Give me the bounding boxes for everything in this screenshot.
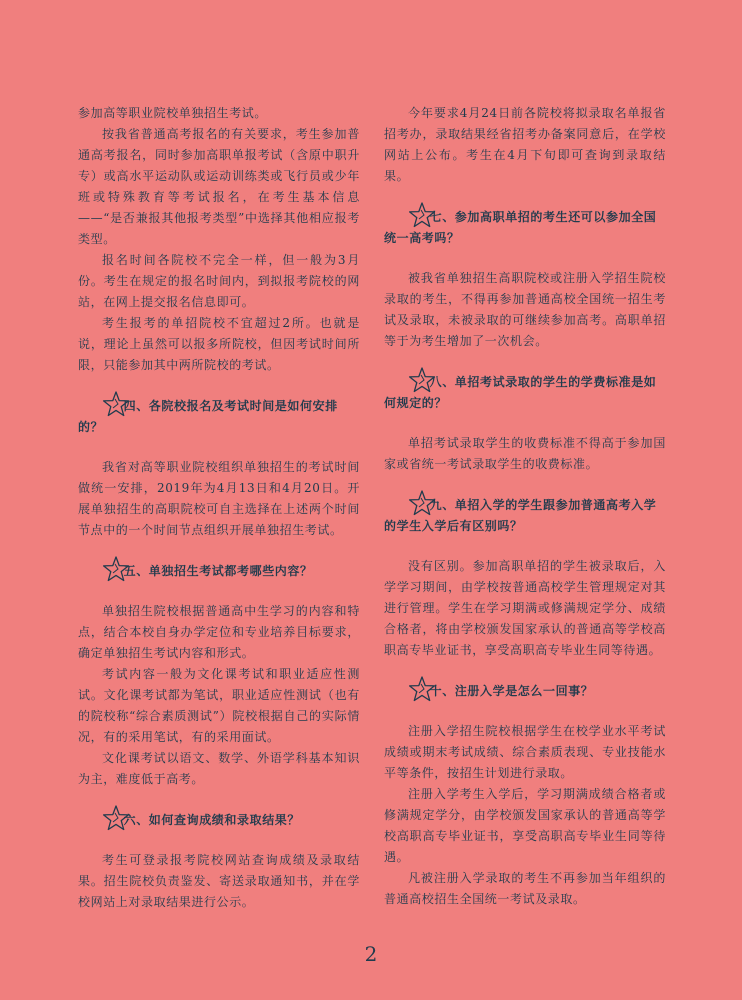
heading-text: 五、单独招生考试都考哪些内容？ — [123, 564, 313, 578]
paragraph: 文化课考试以语文、数学、外语学科基本知识为主，难度低于高考。 — [78, 751, 360, 786]
paragraph: 参加高等职业院校单独招生考试。 — [78, 106, 268, 120]
paragraph: 我省对高等职业院校组织单独招生的考试时间做统一安排，2019年为4月13日和4月20日。开展单独招生的高职院校可自主选择在上述两个时间节点中的一个时间节点组织开展单独招生考试。 — [78, 460, 360, 537]
section-heading-8 — [384, 372, 666, 414]
paragraph: 被我省单独招生高职院校或注册入学招生院校录取的考生，不得再参加普通高校全国统一招生考试及录取，未被录取的可继续参加高考。高职单招等于为考生增加了一次机会。 — [384, 271, 666, 348]
paragraph: 单独招生院校根据普通高中生学习的内容和特点，结合本校自身办学定位和专业培养目标要求，确定单独招生考试内容和形式。 — [78, 604, 360, 660]
star-outline-icon — [408, 201, 436, 229]
heading-text: 六、如何查询成绩和录取结果？ — [123, 813, 300, 827]
section-heading-5 — [78, 561, 360, 582]
heading-text: 八、单招考试录取的学生的学费标准是如何规定的？ — [384, 375, 657, 410]
paragraph: 考试内容一般为文化课考试和职业适应性测试。文化课考试都为笔试，职业适应性测试（也有的院校称“综合素质测试”）院校根据自己的实际情况，有的采用笔试，有的采用面试。 — [78, 667, 360, 744]
heading-text: 七、参加高职单招的考生还可以参加全国统一高考吗？ — [384, 210, 657, 245]
paragraph: 注册入学考生入学后，学习期满成绩合格者或修满规定学分，由学校颁发国家承认的普通高等学校高职高专毕业证书，享受高职高专毕业生同等待遇。 — [384, 787, 666, 864]
section-heading-6 — [78, 810, 360, 831]
star-outline-icon — [408, 366, 436, 394]
page-number: 2 — [364, 942, 378, 966]
star-outline-icon — [408, 489, 436, 517]
section-heading-7 — [384, 207, 666, 249]
right-column — [384, 103, 666, 910]
section-heading-9 — [384, 495, 666, 537]
paragraph: 注册入学招生院校根据学生在校学业水平考试成绩或期末考试成绩、综合素质表现、专业技能水平等条件，按招生计划进行录取。 — [384, 724, 666, 780]
section-heading-4 — [78, 396, 360, 438]
paragraph: 考生可登录报考院校网站查询成绩及录取结果。招生院校负责鉴发、寄送录取通知书，并在学校网站上对录取结果进行公示。 — [78, 853, 360, 909]
heading-text: 九、单招入学的学生跟参加普通高考入学的学生入学后有区别吗？ — [384, 498, 657, 533]
star-outline-icon — [102, 555, 130, 583]
paragraph: 今年要求4月24日前各院校将拟录取名单报省招考办，录取结果经省招考办备案同意后，在学校网站上公布。考生在4月下旬即可查询到录取结果。 — [384, 106, 666, 183]
paragraph: 没有区别。参加高职单招的学生被录取后，入学学习期间，由学校按普通高校学生管理规定对其进行管理。学生在学习期满或修满规定学分、成绩合格者，将由学校颁发国家承认的普通高等学校高职高专毕业证书，享受高职高专毕业生同等待遇。 — [384, 559, 666, 657]
heading-text: 十、注册入学是怎么一回事？ — [429, 684, 594, 698]
paragraph: 报名时间各院校不完全一样，但一般为3月份。考生在规定的报名时间内，到拟报考院校的网站，在网上提交报名信息即可。 — [78, 253, 360, 309]
paragraph: 按我省普通高考报名的有关要求，考生参加普通高考报名，同时参加高职单报考试（含原中职升专）或高水平运动队或运动训练类或飞行员或少年班或特殊教育等考试报名，在考生基本信息——“是否兼报其他报考类型”中选择其他相应报考类型。 — [78, 127, 360, 246]
heading-text: 四、各院校报名及考试时间是如何安排的？ — [78, 399, 338, 434]
star-outline-icon — [102, 390, 130, 418]
star-outline-icon — [102, 804, 130, 832]
left-column — [78, 103, 360, 913]
paragraph: 凡被注册入学录取的考生不再参加当年组织的普通高校招生全国统一考试及录取。 — [384, 871, 666, 906]
paragraph: 单招考试录取学生的收费标准不得高于参加国家或省统一考试录取学生的收费标准。 — [384, 436, 666, 471]
paragraph: 考生报考的单招院校不宜超过2所。也就是说，理论上虽然可以报多所院校，但因考试时间所限，只能参加其中两所院校的考试。 — [78, 316, 360, 372]
star-outline-icon — [408, 675, 436, 703]
section-heading-10 — [384, 681, 666, 702]
